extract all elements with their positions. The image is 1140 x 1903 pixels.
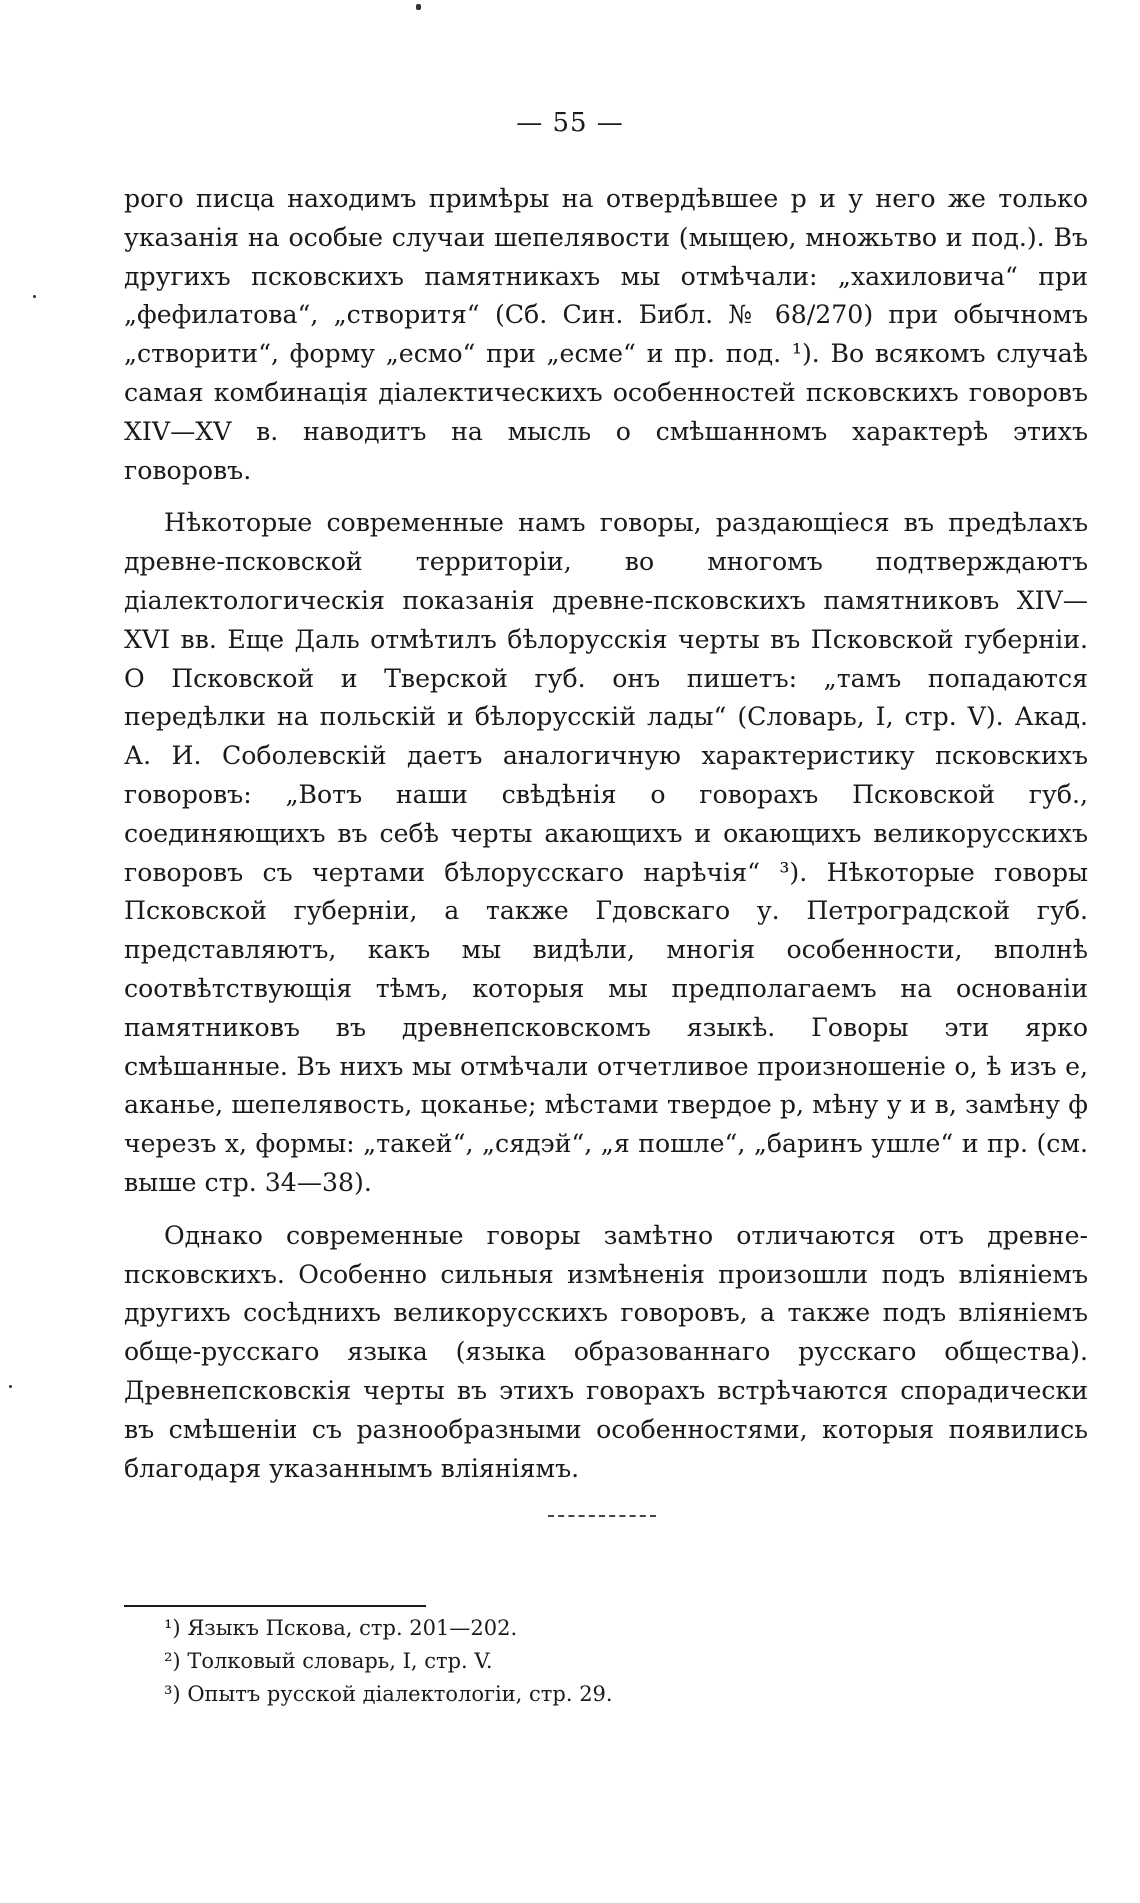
footnote-mark: ²) — [164, 1649, 181, 1673]
footnotes — [164, 1612, 613, 1711]
footnote-mark: ¹) — [164, 1616, 181, 1640]
footnote-3 — [164, 1678, 613, 1711]
footnote-1 — [164, 1612, 613, 1645]
paragraph-1: рого писца находимъ примѣры на отвердѣвшее р и у него же только указанія на особые случаи шепелявости (мыщею, множьтво и под.). Въ другихъ псковскихъ памятникахъ мы отмѣчали: „хахиловича“ при „фефилатова“, „створитя“ (Сб. Син. Библ. № 68/270) при обычномъ „створити“, форму „есмо“ при „есме“ и пр. под. ¹). Во всякомъ случаѣ самая комбинація діалектическихъ особенностей псковскихъ говоровъ XIV—XV в. наводитъ на мысль о смѣшанномъ характерѣ этихъ говоровъ. — [124, 184, 1088, 485]
page-number: — 55 — — [516, 108, 624, 138]
footnote-text: Опытъ русской діалектологіи, стр. 29. — [187, 1682, 613, 1706]
paragraph-2: Нѣкоторые современные намъ говоры, раздающіеся въ предѣлахъ древне-псковской территоріи, во многомъ подтверждаютъ діалектологическія показанія древне-псковскихъ памятниковъ XIV—XVI вв. Еще Даль отмѣтилъ бѣлорусскія черты въ Псковской губерніи. О Псковской и Тверской губ. онъ пишетъ: „тамъ попадаются передѣлки на польскій и бѣлорусскій лады“ (Словарь, I, стр. V). Акад. А. И. Соболевскій даетъ аналогичную характеристику псковскихъ говоровъ: „Вотъ наши свѣдѣнія о говорахъ Псковской губ., соединяющихъ въ себѣ черты акающихъ и окающихъ великорусскихъ говоровъ съ чертами бѣлорусскаго нарѣчія“ ³). Нѣкоторые говоры Псковской губерніи, а также Гдовскаго у. Петроградской губ. представляютъ, какъ мы видѣли, многія особенности, вполнѣ соотвѣтствующія тѣмъ, которыя мы предполагаемъ на основаніи памятниковъ въ древнепсковскомъ языкѣ. Говоры эти ярко смѣшанные. Въ нихъ мы отмѣчали отчетливое произношеніе о, ѣ изъ е, аканье, шепелявость, цоканье; мѣстами твердое р, мѣну у и в, замѣну ф черезъ х, формы: „такей“, „сядэй“, „я пошле“, „баринъ ушле“ и пр. (см. выше стр. 34—38). — [124, 508, 1088, 1197]
footnote-mark: ³) — [164, 1682, 181, 1706]
main-text — [124, 180, 1088, 1488]
section-divider — [548, 1515, 656, 1517]
scan-speck — [9, 1385, 12, 1388]
footnote-rule — [124, 1605, 426, 1607]
footnote-text: Толковый словарь, I, стр. V. — [187, 1649, 493, 1673]
footnote-text: Языкъ Пскова, стр. 201—202. — [187, 1616, 518, 1640]
paragraph-3: Однако современные говоры замѣтно отличаются отъ древне-псковскихъ. Особенно сильныя измѣненія произошли подъ вліяніемъ другихъ сосѣднихъ великорусскихъ говоровъ, а также подъ вліяніемъ обще-русскаго языка (языка образованнаго русскаго общества). Древнепсковскія черты въ этихъ говорахъ встрѣчаются спорадически въ смѣшеніи съ разнообразными особенностями, которыя появились благодаря указаннымъ вліяніямъ. — [124, 1220, 1088, 1483]
scan-speck — [33, 295, 36, 298]
scan-speck — [416, 4, 421, 10]
footnote-2 — [164, 1645, 613, 1678]
